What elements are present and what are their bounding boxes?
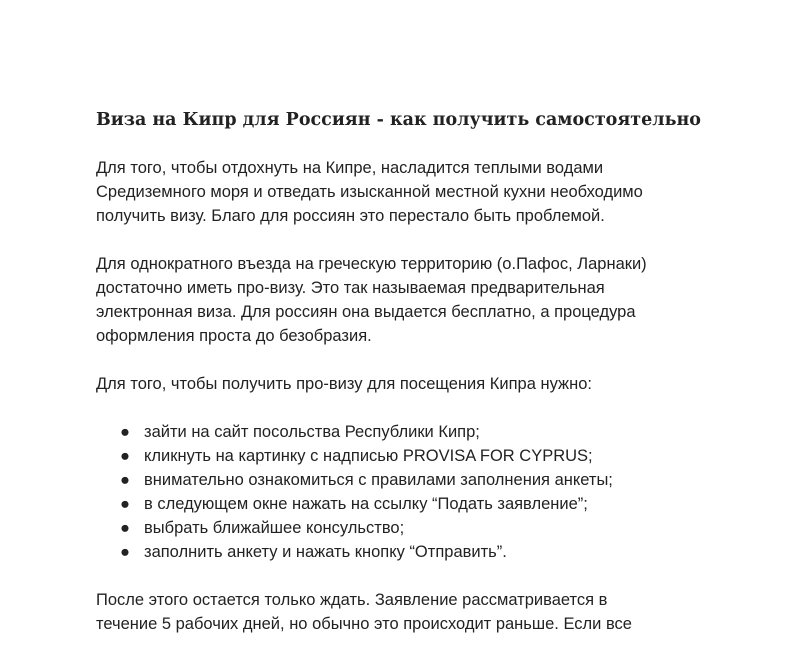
bullet-icon: ● bbox=[120, 519, 130, 537]
list-item-text: кликнуть на картинку с надписью PROVISA FOR CYPRUS; bbox=[144, 447, 593, 465]
list-item bbox=[96, 444, 736, 468]
paragraph-line: После этого остается только ждать. Заявление рассматривается в bbox=[96, 591, 608, 609]
list-item-text: зайти на сайт посольства Республики Кипр; bbox=[144, 423, 480, 441]
list-item bbox=[96, 540, 736, 564]
paragraph-closing bbox=[96, 588, 736, 636]
paragraph-line: оформления проста до безобразия. bbox=[96, 327, 372, 345]
list-item-text: заполнить анкету и нажать кнопку “Отправить”. bbox=[144, 543, 507, 561]
list-item bbox=[96, 516, 736, 540]
list-item-text: выбрать ближайшее консульство; bbox=[144, 519, 405, 537]
paragraph-line: Для однократного въезда на греческую территорию (о.Пафос, Ларнаки) bbox=[96, 255, 647, 273]
paragraph-line: Для того, чтобы отдохнуть на Кипре, насладится теплыми водами bbox=[96, 159, 604, 177]
list-item bbox=[96, 468, 736, 492]
list-item-text: внимательно ознакомиться с правилами заполнения анкеты; bbox=[144, 471, 613, 489]
bullet-icon: ● bbox=[120, 495, 130, 513]
paragraph-line: Средиземного моря и отведать изысканной местной кухни необходимо bbox=[96, 183, 643, 201]
paragraph-steps-intro bbox=[96, 372, 736, 396]
bullet-icon: ● bbox=[120, 471, 130, 489]
paragraph-line: Для того, чтобы получить про-визу для посещения Кипра нужно: bbox=[96, 375, 592, 393]
bullet-icon: ● bbox=[120, 543, 130, 561]
steps-list bbox=[96, 420, 736, 564]
paragraph-line: достаточно иметь про-визу. Это так называемая предварительная bbox=[96, 279, 605, 297]
list-item bbox=[96, 492, 736, 516]
article bbox=[96, 108, 736, 660]
bullet-icon: ● bbox=[120, 447, 130, 465]
paragraph-line: электронная виза. Для россиян она выдается бесплатно, а процедура bbox=[96, 303, 636, 321]
paragraph-line: получить визу. Благо для россиян это перестало быть проблемой. bbox=[96, 207, 605, 225]
paragraph-line: течение 5 рабочих дней, но обычно это происходит раньше. Если все bbox=[96, 615, 632, 633]
bullet-icon: ● bbox=[120, 423, 130, 441]
paragraph-provisa bbox=[96, 252, 736, 348]
list-item bbox=[96, 420, 736, 444]
article-title: Виза на Кипр для Россиян - как получить самостоятельно bbox=[96, 110, 701, 130]
paragraph-intro bbox=[96, 156, 736, 228]
list-item-text: в следующем окне нажать на ссылку “Подать заявление”; bbox=[144, 495, 588, 513]
